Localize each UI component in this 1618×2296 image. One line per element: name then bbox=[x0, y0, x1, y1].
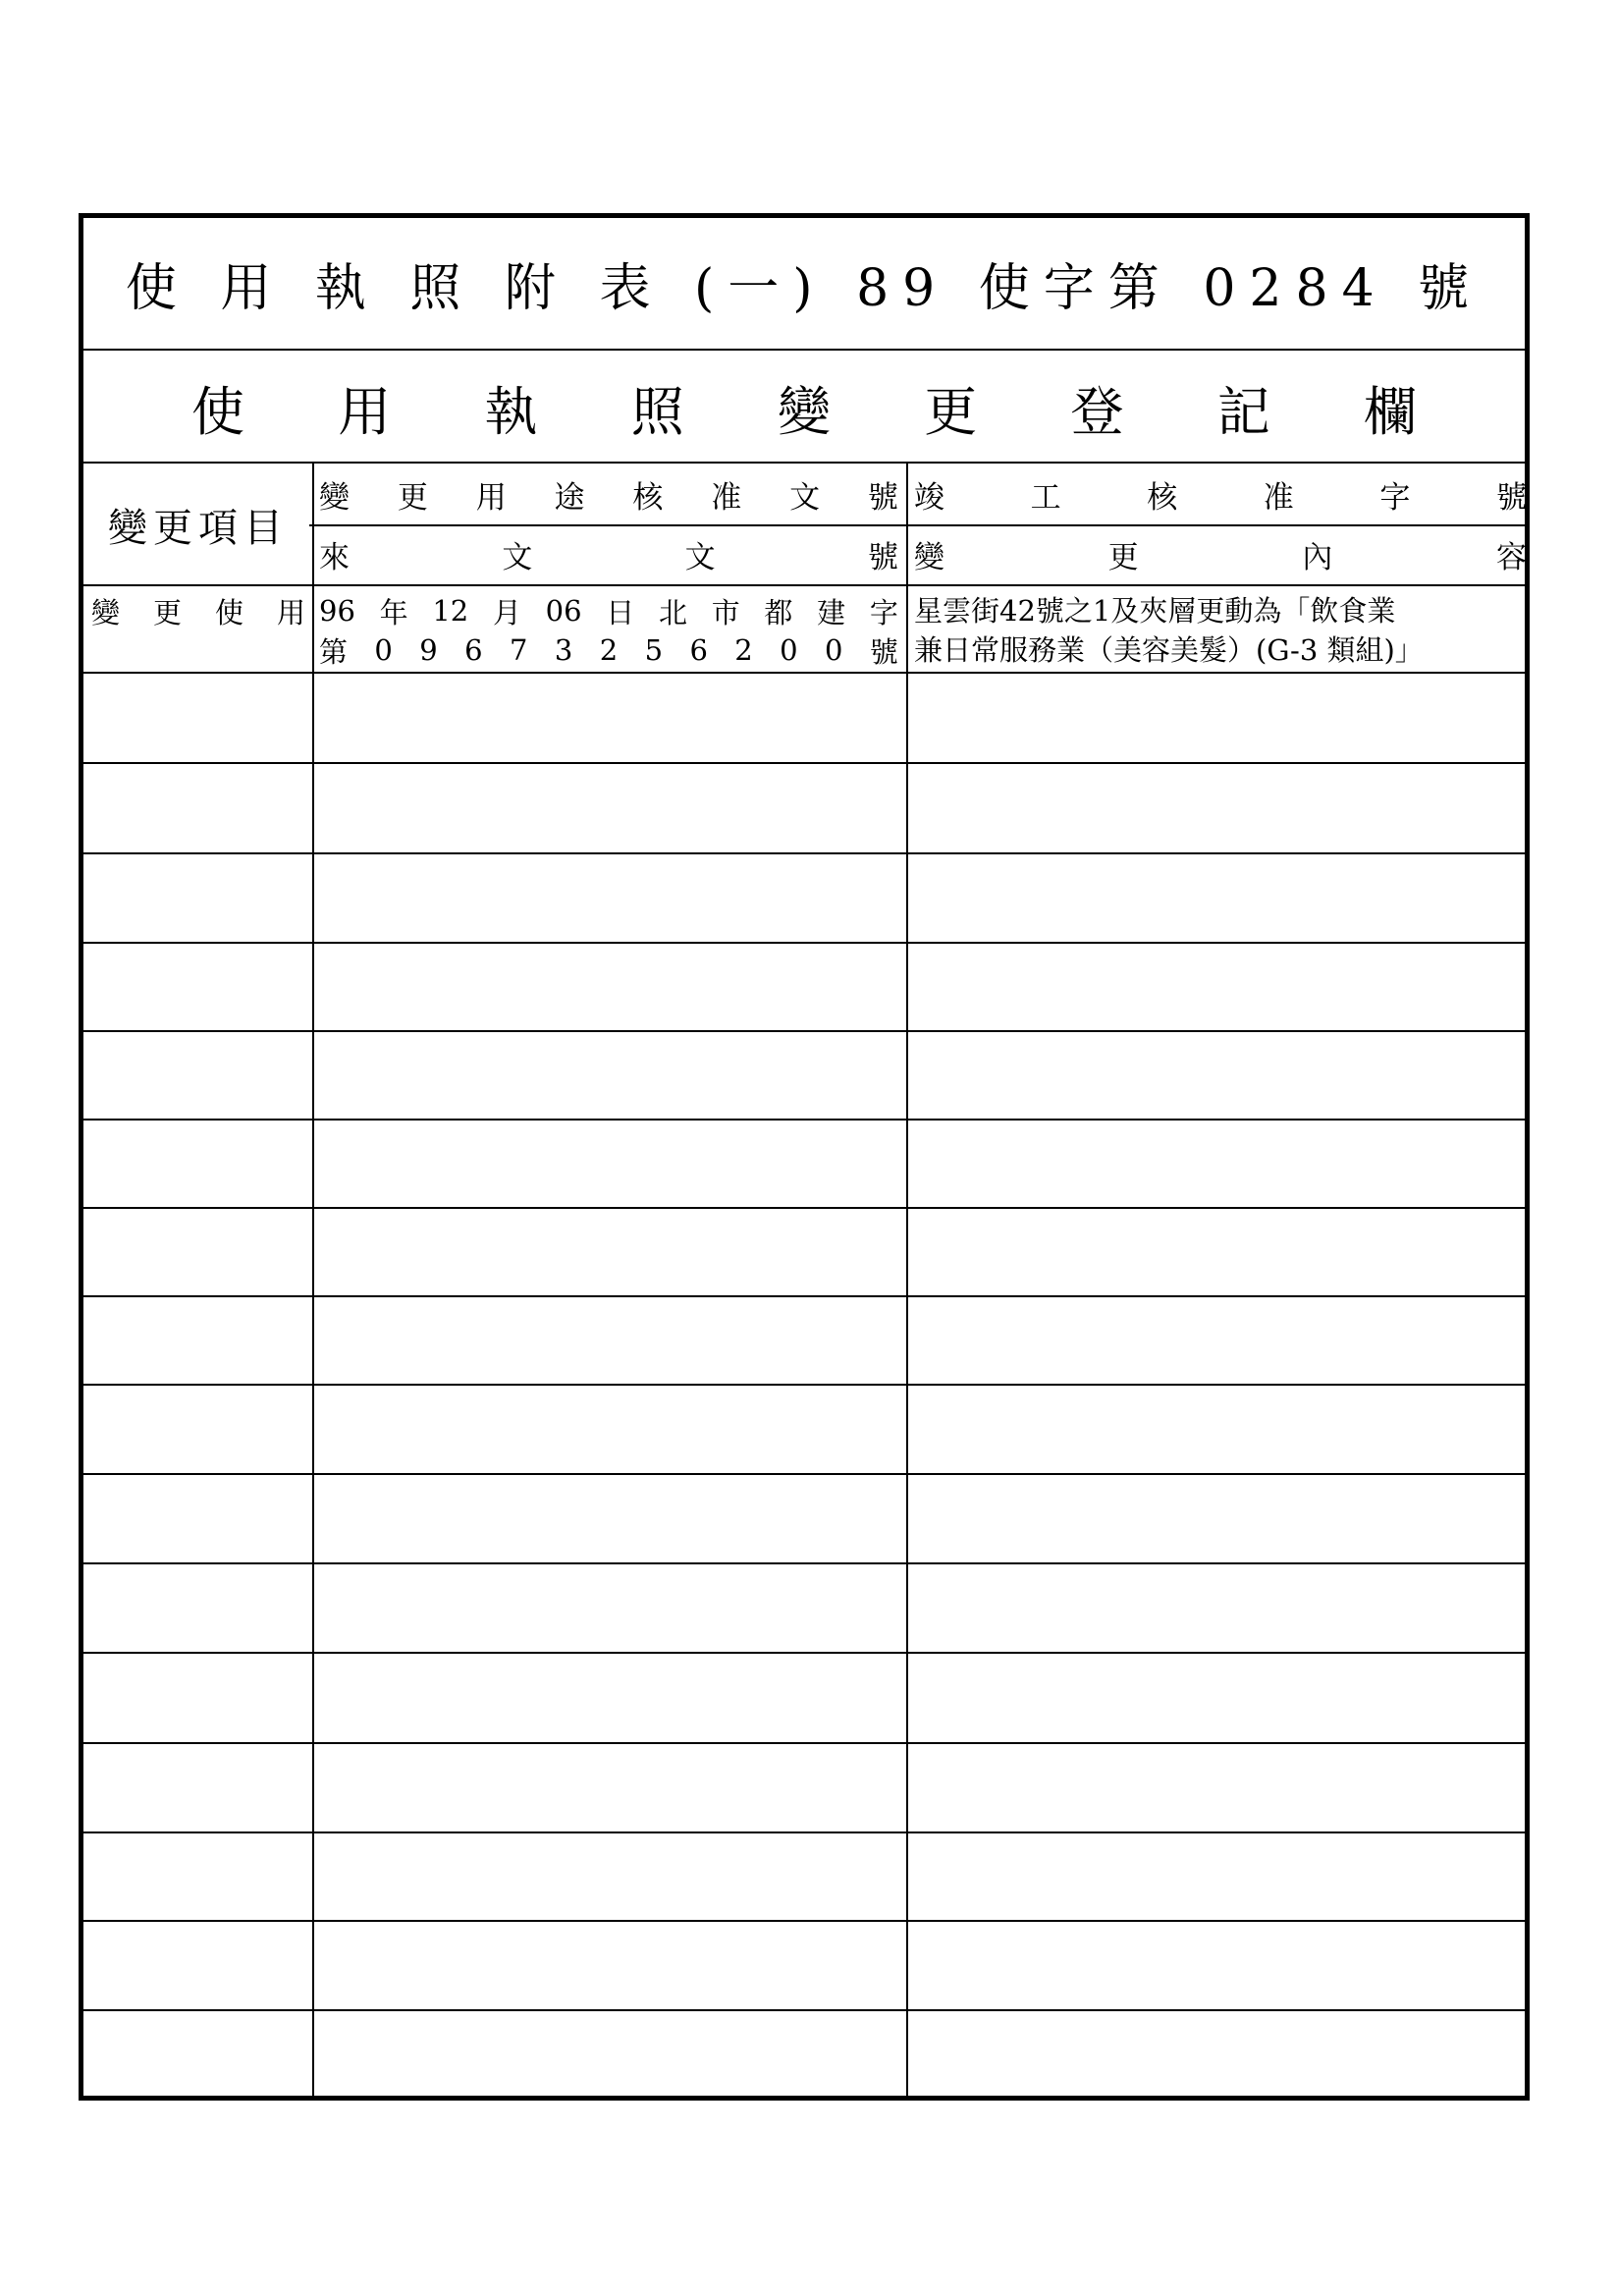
rule bbox=[83, 1920, 1525, 1922]
rule bbox=[83, 1562, 1525, 1564]
rule bbox=[83, 1030, 1525, 1032]
header-change-item: 變更項目 bbox=[108, 506, 289, 551]
sheet-title: 使 用 執 照 附 表 (一) 89 使字第 0284 號 bbox=[125, 259, 1483, 318]
rule bbox=[83, 1384, 1525, 1386]
row-doc-line-2: 第 0 9 6 7 3 2 5 6 2 0 0 號 bbox=[319, 633, 898, 669]
section-title-char: 執 bbox=[484, 380, 538, 443]
section-title-char: 使 bbox=[191, 380, 244, 443]
section-title-char: 照 bbox=[630, 380, 684, 443]
section-title-char: 更 bbox=[924, 380, 978, 443]
header-change-content: 變 更 內 容 bbox=[914, 540, 1527, 575]
section-title-char: 變 bbox=[778, 380, 831, 443]
rule bbox=[83, 762, 1525, 764]
section-title-char: 記 bbox=[1216, 380, 1270, 443]
section-title-char: 用 bbox=[338, 380, 392, 443]
header-incoming-doc-no: 來 文 文 號 bbox=[319, 540, 898, 575]
column-rule bbox=[906, 462, 908, 2096]
rule bbox=[83, 672, 1525, 674]
column-rule bbox=[312, 462, 314, 2096]
header-approval-doc-no: 變 更 用 途 核 准 文 號 bbox=[319, 479, 898, 516]
row-doc-line-1: 96 年 12 月 06 日 北 市 都 建 字 bbox=[319, 594, 898, 629]
rule bbox=[83, 1295, 1525, 1297]
rule bbox=[83, 1473, 1525, 1475]
row-content-line-2: 兼日常服務業（美容美髮）(G-3 類組)」 bbox=[914, 633, 1424, 667]
section-title-char: 欄 bbox=[1364, 380, 1417, 443]
rule bbox=[83, 349, 1525, 351]
rule bbox=[83, 942, 1525, 944]
registration-form bbox=[79, 213, 1530, 2101]
section-title bbox=[191, 353, 1417, 463]
rule bbox=[83, 852, 1525, 854]
rule bbox=[83, 1652, 1525, 1654]
rule bbox=[83, 1119, 1525, 1121]
rule bbox=[83, 1831, 1525, 1833]
row-item: 變 更 使 用 bbox=[91, 595, 305, 629]
rule bbox=[83, 2009, 1525, 2011]
header-completion-no: 竣 工 核 准 字 號 bbox=[914, 479, 1527, 516]
section-title-char: 登 bbox=[1070, 380, 1124, 443]
rule bbox=[83, 1742, 1525, 1744]
rule bbox=[83, 1207, 1525, 1209]
row-content-line-1: 星雲街42號之1及夾層更動為「飲食業 bbox=[914, 594, 1396, 628]
